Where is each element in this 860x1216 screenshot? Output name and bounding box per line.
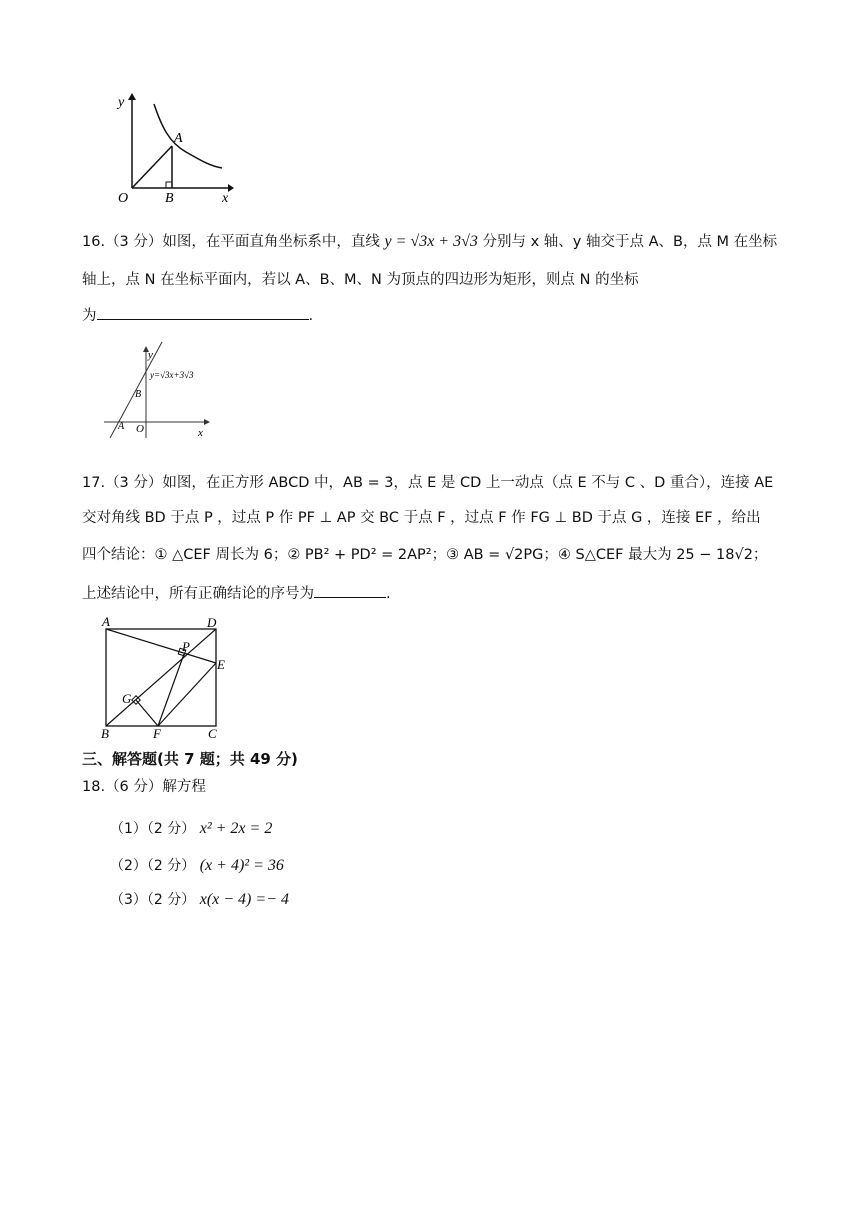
fig16-x-label: x	[198, 427, 203, 439]
figure-16	[100, 338, 225, 444]
fig16-b-label: B	[135, 389, 142, 400]
q17-prefix: 上述结论中，所有正确结论的序号为	[82, 586, 314, 602]
q18-part-2	[110, 855, 284, 875]
q16-score: （3 分）	[105, 234, 163, 250]
q16-line-3	[82, 305, 313, 326]
q16-line-2	[82, 270, 639, 290]
q18-part-2-equation: (x + 4)² = 36	[199, 857, 284, 874]
q18-score: （6 分）	[105, 779, 163, 795]
q17-line-1-text: 如图，在正方形 ABCD 中，AB = 3，点 E 是 CD 上一动点（点 E 不与 C 、D 重合），连接 AE	[162, 475, 774, 491]
q16-line-1	[82, 232, 777, 252]
fig17-c-label: C	[208, 726, 217, 740]
fig17-g-label: G	[122, 691, 132, 706]
q17-suffix: .	[386, 586, 391, 602]
q16-text-b: 分别与 x 轴、y 轴交于点 A、B，点 M 在坐标	[482, 234, 778, 250]
fig17-a-label: A	[102, 614, 110, 629]
q18-part-3-label: （3）（2 分）	[110, 892, 196, 908]
q18-part-1-label: （1）（2 分）	[110, 821, 196, 837]
fig16-y-label: y	[148, 349, 153, 361]
q16-equation: y = √3x + 3√3	[384, 233, 478, 250]
fig17-d-label: D	[207, 615, 217, 630]
fig15-y-label: y	[118, 95, 125, 110]
q17-line-1	[82, 473, 773, 493]
q17-line-2-text: 交对角线 BD 于点 P ，过点 P 作 PF ⊥ AP 交 BC 于点 F ，过点 F 作 FG ⊥ BD 于点 G ，连接 EF ，给出	[82, 510, 761, 526]
fig16-a-label: A	[118, 421, 125, 432]
q17-line-3-text: 四个结论：① △CEF 周长为 6；② PB² + PD² = 2AP²；③ AB = √2PG；④ S△CEF 最大为 25 − 18√2；	[82, 547, 768, 563]
q16-prefix: 为	[82, 308, 97, 324]
q17-line-3	[82, 545, 767, 565]
q18-number: 18.	[82, 779, 106, 795]
fig16-o-label: O	[136, 423, 144, 435]
q18-header	[82, 777, 206, 797]
q16-suffix: .	[308, 308, 314, 324]
fig17-f-label: F	[153, 726, 161, 740]
fig17-e-label: E	[217, 657, 225, 672]
q18-part-1	[110, 818, 272, 838]
q18-title: 解方程	[162, 779, 206, 795]
fig15-a-label: A	[174, 131, 183, 146]
fig17-p-label: P	[182, 639, 190, 654]
fig15-x-label: x	[222, 191, 229, 206]
figure-17	[98, 614, 234, 740]
fig15-o-label: O	[118, 191, 129, 206]
section-3-heading: 三、解答题(共 7 题；共 49 分)	[82, 750, 298, 768]
q18-part-2-label: （2）（2 分）	[110, 858, 196, 874]
fig15-b-label: B	[165, 191, 174, 206]
q17-answer-blank[interactable]	[314, 583, 386, 598]
q16-line-2-text: 轴上，点 N 在坐标平面内，若以 A、B、M、N 为顶点的四边形为矩形，则点 N 的坐标	[82, 272, 639, 288]
q17-line-4	[82, 583, 391, 604]
q18-part-3-equation: x(x − 4) =− 4	[199, 891, 289, 908]
q16-answer-blank[interactable]	[97, 305, 309, 320]
q17-score: （3 分）	[105, 475, 163, 491]
q17-number: 17.	[82, 475, 106, 491]
q17-line-2	[82, 508, 761, 528]
fig17-b-label: B	[101, 726, 109, 740]
q18-part-1-equation: x² + 2x = 2	[199, 820, 273, 837]
fig16-equation-label: y=√3x+3√3	[150, 370, 194, 380]
q16-number: 16.	[82, 234, 106, 250]
q16-text-a: 如图，在平面直角坐标系中，直线	[162, 234, 380, 250]
figure-15	[110, 88, 240, 208]
q18-part-3	[110, 889, 289, 909]
